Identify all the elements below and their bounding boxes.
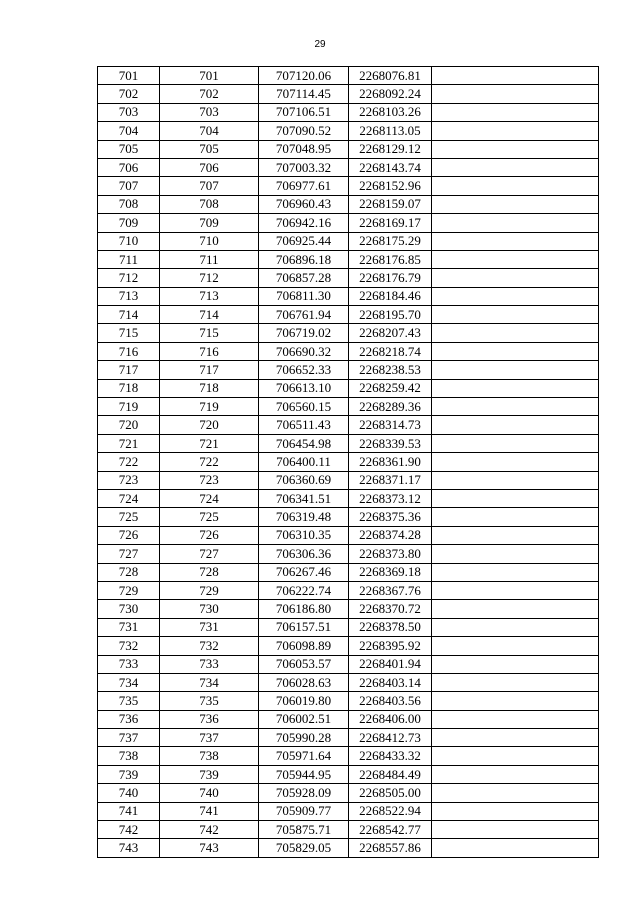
note-cell <box>432 67 599 85</box>
point-number-cell: 732 <box>98 637 160 655</box>
y-coordinate-cell: 2268373.80 <box>349 545 432 563</box>
point-id-cell: 709 <box>160 214 259 232</box>
y-coordinate-cell: 2268339.53 <box>349 434 432 452</box>
point-id-cell: 707 <box>160 177 259 195</box>
note-cell <box>432 508 599 526</box>
point-number-cell: 738 <box>98 747 160 765</box>
table-row <box>98 637 599 655</box>
x-coordinate-cell: 706157.51 <box>259 618 349 636</box>
point-number-cell: 720 <box>98 416 160 434</box>
point-id-cell: 737 <box>160 729 259 747</box>
coordinates-table-body <box>98 67 599 858</box>
point-number-cell: 718 <box>98 379 160 397</box>
y-coordinate-cell: 2268176.79 <box>349 269 432 287</box>
point-number-cell: 713 <box>98 287 160 305</box>
x-coordinate-cell: 707048.95 <box>259 140 349 158</box>
table-row <box>98 508 599 526</box>
note-cell <box>432 158 599 176</box>
point-id-cell: 723 <box>160 471 259 489</box>
point-id-cell: 708 <box>160 195 259 213</box>
note-cell <box>432 600 599 618</box>
y-coordinate-cell: 2268361.90 <box>349 453 432 471</box>
point-id-cell: 710 <box>160 232 259 250</box>
y-coordinate-cell: 2268152.96 <box>349 177 432 195</box>
x-coordinate-cell: 706186.80 <box>259 600 349 618</box>
note-cell <box>432 324 599 342</box>
table-row <box>98 839 599 857</box>
point-id-cell: 722 <box>160 453 259 471</box>
note-cell <box>432 821 599 839</box>
note-cell <box>432 287 599 305</box>
note-cell <box>432 306 599 324</box>
y-coordinate-cell: 2268076.81 <box>349 67 432 85</box>
x-coordinate-cell: 706002.51 <box>259 710 349 728</box>
x-coordinate-cell: 706960.43 <box>259 195 349 213</box>
table-row <box>98 581 599 599</box>
x-coordinate-cell: 707120.06 <box>259 67 349 85</box>
note-cell <box>432 526 599 544</box>
point-number-cell: 707 <box>98 177 160 195</box>
y-coordinate-cell: 2268522.94 <box>349 802 432 820</box>
table-row <box>98 67 599 85</box>
point-id-cell: 717 <box>160 361 259 379</box>
point-id-cell: 702 <box>160 85 259 103</box>
table-row <box>98 361 599 379</box>
table-row <box>98 563 599 581</box>
point-id-cell: 743 <box>160 839 259 857</box>
table-row <box>98 489 599 507</box>
note-cell <box>432 637 599 655</box>
point-number-cell: 742 <box>98 821 160 839</box>
y-coordinate-cell: 2268406.00 <box>349 710 432 728</box>
note-cell <box>432 655 599 673</box>
point-number-cell: 737 <box>98 729 160 747</box>
table-row <box>98 747 599 765</box>
point-id-cell: 740 <box>160 784 259 802</box>
point-number-cell: 740 <box>98 784 160 802</box>
point-id-cell: 720 <box>160 416 259 434</box>
x-coordinate-cell: 706613.10 <box>259 379 349 397</box>
note-cell <box>432 563 599 581</box>
y-coordinate-cell: 2268218.74 <box>349 342 432 360</box>
table-row <box>98 471 599 489</box>
point-id-cell: 727 <box>160 545 259 563</box>
table-row <box>98 545 599 563</box>
y-coordinate-cell: 2268505.00 <box>349 784 432 802</box>
table-row <box>98 526 599 544</box>
point-number-cell: 743 <box>98 839 160 857</box>
note-cell <box>432 581 599 599</box>
point-id-cell: 716 <box>160 342 259 360</box>
point-number-cell: 719 <box>98 398 160 416</box>
x-coordinate-cell: 705944.95 <box>259 765 349 783</box>
point-number-cell: 733 <box>98 655 160 673</box>
note-cell <box>432 710 599 728</box>
y-coordinate-cell: 2268370.72 <box>349 600 432 618</box>
table-row <box>98 140 599 158</box>
point-id-cell: 732 <box>160 637 259 655</box>
point-id-cell: 712 <box>160 269 259 287</box>
point-number-cell: 734 <box>98 673 160 691</box>
y-coordinate-cell: 2268557.86 <box>349 839 432 857</box>
x-coordinate-cell: 706896.18 <box>259 250 349 268</box>
point-id-cell: 738 <box>160 747 259 765</box>
note-cell <box>432 453 599 471</box>
note-cell <box>432 140 599 158</box>
table-row <box>98 306 599 324</box>
y-coordinate-cell: 2268176.85 <box>349 250 432 268</box>
point-number-cell: 722 <box>98 453 160 471</box>
point-number-cell: 712 <box>98 269 160 287</box>
x-coordinate-cell: 706098.89 <box>259 637 349 655</box>
table-row <box>98 269 599 287</box>
note-cell <box>432 398 599 416</box>
y-coordinate-cell: 2268092.24 <box>349 85 432 103</box>
y-coordinate-cell: 2268207.43 <box>349 324 432 342</box>
point-id-cell: 725 <box>160 508 259 526</box>
point-number-cell: 723 <box>98 471 160 489</box>
point-number-cell: 726 <box>98 526 160 544</box>
x-coordinate-cell: 706053.57 <box>259 655 349 673</box>
note-cell <box>432 269 599 287</box>
table-row <box>98 324 599 342</box>
point-id-cell: 713 <box>160 287 259 305</box>
page-number: 29 <box>314 39 326 50</box>
point-id-cell: 714 <box>160 306 259 324</box>
x-coordinate-cell: 706341.51 <box>259 489 349 507</box>
x-coordinate-cell: 706306.36 <box>259 545 349 563</box>
table-row <box>98 416 599 434</box>
y-coordinate-cell: 2268395.92 <box>349 637 432 655</box>
table-row <box>98 784 599 802</box>
x-coordinate-cell: 707090.52 <box>259 122 349 140</box>
x-coordinate-cell: 706857.28 <box>259 269 349 287</box>
y-coordinate-cell: 2268289.36 <box>349 398 432 416</box>
point-id-cell: 705 <box>160 140 259 158</box>
table-row <box>98 618 599 636</box>
point-number-cell: 728 <box>98 563 160 581</box>
y-coordinate-cell: 2268373.12 <box>349 489 432 507</box>
x-coordinate-cell: 706454.98 <box>259 434 349 452</box>
table-row <box>98 729 599 747</box>
table-row <box>98 453 599 471</box>
point-number-cell: 716 <box>98 342 160 360</box>
x-coordinate-cell: 706511.43 <box>259 416 349 434</box>
x-coordinate-cell: 706028.63 <box>259 673 349 691</box>
note-cell <box>432 434 599 452</box>
y-coordinate-cell: 2268367.76 <box>349 581 432 599</box>
x-coordinate-cell: 707106.51 <box>259 103 349 121</box>
point-id-cell: 715 <box>160 324 259 342</box>
note-cell <box>432 802 599 820</box>
x-coordinate-cell: 706690.32 <box>259 342 349 360</box>
note-cell <box>432 232 599 250</box>
point-id-cell: 739 <box>160 765 259 783</box>
x-coordinate-cell: 706942.16 <box>259 214 349 232</box>
y-coordinate-cell: 2268433.32 <box>349 747 432 765</box>
y-coordinate-cell: 2268238.53 <box>349 361 432 379</box>
point-number-cell: 729 <box>98 581 160 599</box>
x-coordinate-cell: 706310.35 <box>259 526 349 544</box>
note-cell <box>432 673 599 691</box>
point-number-cell: 717 <box>98 361 160 379</box>
note-cell <box>432 692 599 710</box>
x-coordinate-cell: 705909.77 <box>259 802 349 820</box>
table-row <box>98 692 599 710</box>
y-coordinate-cell: 2268542.77 <box>349 821 432 839</box>
note-cell <box>432 545 599 563</box>
x-coordinate-cell: 705928.09 <box>259 784 349 802</box>
note-cell <box>432 342 599 360</box>
table-row <box>98 398 599 416</box>
point-number-cell: 730 <box>98 600 160 618</box>
point-id-cell: 731 <box>160 618 259 636</box>
note-cell <box>432 471 599 489</box>
table-row <box>98 673 599 691</box>
x-coordinate-cell: 706560.15 <box>259 398 349 416</box>
point-id-cell: 729 <box>160 581 259 599</box>
y-coordinate-cell: 2268169.17 <box>349 214 432 232</box>
note-cell <box>432 765 599 783</box>
table-row <box>98 342 599 360</box>
y-coordinate-cell: 2268113.05 <box>349 122 432 140</box>
table-row <box>98 122 599 140</box>
note-cell <box>432 618 599 636</box>
note-cell <box>432 214 599 232</box>
point-number-cell: 731 <box>98 618 160 636</box>
note-cell <box>432 103 599 121</box>
x-coordinate-cell: 706925.44 <box>259 232 349 250</box>
point-number-cell: 702 <box>98 85 160 103</box>
table-row <box>98 195 599 213</box>
note-cell <box>432 729 599 747</box>
x-coordinate-cell: 706319.48 <box>259 508 349 526</box>
point-id-cell: 701 <box>160 67 259 85</box>
x-coordinate-cell: 705971.64 <box>259 747 349 765</box>
point-id-cell: 724 <box>160 489 259 507</box>
y-coordinate-cell: 2268369.18 <box>349 563 432 581</box>
point-id-cell: 703 <box>160 103 259 121</box>
x-coordinate-cell: 705990.28 <box>259 729 349 747</box>
point-number-cell: 708 <box>98 195 160 213</box>
note-cell <box>432 784 599 802</box>
note-cell <box>432 489 599 507</box>
x-coordinate-cell: 706719.02 <box>259 324 349 342</box>
point-id-cell: 733 <box>160 655 259 673</box>
table-row <box>98 85 599 103</box>
table-row <box>98 765 599 783</box>
point-id-cell: 721 <box>160 434 259 452</box>
table-row <box>98 103 599 121</box>
note-cell <box>432 416 599 434</box>
table-row <box>98 250 599 268</box>
x-coordinate-cell: 705829.05 <box>259 839 349 857</box>
point-id-cell: 706 <box>160 158 259 176</box>
note-cell <box>432 839 599 857</box>
point-id-cell: 718 <box>160 379 259 397</box>
point-id-cell: 719 <box>160 398 259 416</box>
table-row <box>98 214 599 232</box>
y-coordinate-cell: 2268159.07 <box>349 195 432 213</box>
point-id-cell: 728 <box>160 563 259 581</box>
y-coordinate-cell: 2268403.14 <box>349 673 432 691</box>
x-coordinate-cell: 706360.69 <box>259 471 349 489</box>
x-coordinate-cell: 707114.45 <box>259 85 349 103</box>
note-cell <box>432 361 599 379</box>
point-number-cell: 705 <box>98 140 160 158</box>
y-coordinate-cell: 2268175.29 <box>349 232 432 250</box>
point-number-cell: 715 <box>98 324 160 342</box>
point-number-cell: 710 <box>98 232 160 250</box>
note-cell <box>432 747 599 765</box>
point-number-cell: 701 <box>98 67 160 85</box>
table-row <box>98 158 599 176</box>
point-number-cell: 709 <box>98 214 160 232</box>
table-row <box>98 177 599 195</box>
note-cell <box>432 177 599 195</box>
y-coordinate-cell: 2268184.46 <box>349 287 432 305</box>
note-cell <box>432 85 599 103</box>
x-coordinate-cell: 706019.80 <box>259 692 349 710</box>
point-id-cell: 742 <box>160 821 259 839</box>
point-number-cell: 741 <box>98 802 160 820</box>
note-cell <box>432 195 599 213</box>
point-number-cell: 711 <box>98 250 160 268</box>
x-coordinate-cell: 705875.71 <box>259 821 349 839</box>
x-coordinate-cell: 706761.94 <box>259 306 349 324</box>
y-coordinate-cell: 2268412.73 <box>349 729 432 747</box>
point-id-cell: 735 <box>160 692 259 710</box>
point-number-cell: 736 <box>98 710 160 728</box>
table-row <box>98 287 599 305</box>
table-row <box>98 821 599 839</box>
point-number-cell: 706 <box>98 158 160 176</box>
point-number-cell: 721 <box>98 434 160 452</box>
table-row <box>98 710 599 728</box>
x-coordinate-cell: 706977.61 <box>259 177 349 195</box>
y-coordinate-cell: 2268374.28 <box>349 526 432 544</box>
point-number-cell: 724 <box>98 489 160 507</box>
table-row <box>98 434 599 452</box>
x-coordinate-cell: 706652.33 <box>259 361 349 379</box>
y-coordinate-cell: 2268143.74 <box>349 158 432 176</box>
table-row <box>98 802 599 820</box>
point-number-cell: 735 <box>98 692 160 710</box>
point-id-cell: 730 <box>160 600 259 618</box>
y-coordinate-cell: 2268375.36 <box>349 508 432 526</box>
point-number-cell: 704 <box>98 122 160 140</box>
y-coordinate-cell: 2268103.26 <box>349 103 432 121</box>
table-row <box>98 655 599 673</box>
y-coordinate-cell: 2268484.49 <box>349 765 432 783</box>
point-number-cell: 714 <box>98 306 160 324</box>
point-id-cell: 704 <box>160 122 259 140</box>
point-id-cell: 734 <box>160 673 259 691</box>
y-coordinate-cell: 2268259.42 <box>349 379 432 397</box>
point-id-cell: 711 <box>160 250 259 268</box>
point-id-cell: 726 <box>160 526 259 544</box>
y-coordinate-cell: 2268195.70 <box>349 306 432 324</box>
y-coordinate-cell: 2268403.56 <box>349 692 432 710</box>
point-id-cell: 741 <box>160 802 259 820</box>
x-coordinate-cell: 706222.74 <box>259 581 349 599</box>
y-coordinate-cell: 2268378.50 <box>349 618 432 636</box>
point-id-cell: 736 <box>160 710 259 728</box>
note-cell <box>432 250 599 268</box>
y-coordinate-cell: 2268314.73 <box>349 416 432 434</box>
x-coordinate-cell: 706811.30 <box>259 287 349 305</box>
y-coordinate-cell: 2268129.12 <box>349 140 432 158</box>
table-row <box>98 600 599 618</box>
coordinates-table <box>97 66 599 858</box>
point-number-cell: 739 <box>98 765 160 783</box>
point-number-cell: 725 <box>98 508 160 526</box>
y-coordinate-cell: 2268401.94 <box>349 655 432 673</box>
y-coordinate-cell: 2268371.17 <box>349 471 432 489</box>
note-cell <box>432 122 599 140</box>
point-number-cell: 727 <box>98 545 160 563</box>
x-coordinate-cell: 706267.46 <box>259 563 349 581</box>
x-coordinate-cell: 706400.11 <box>259 453 349 471</box>
point-number-cell: 703 <box>98 103 160 121</box>
x-coordinate-cell: 707003.32 <box>259 158 349 176</box>
table-row <box>98 232 599 250</box>
note-cell <box>432 379 599 397</box>
table-row <box>98 379 599 397</box>
